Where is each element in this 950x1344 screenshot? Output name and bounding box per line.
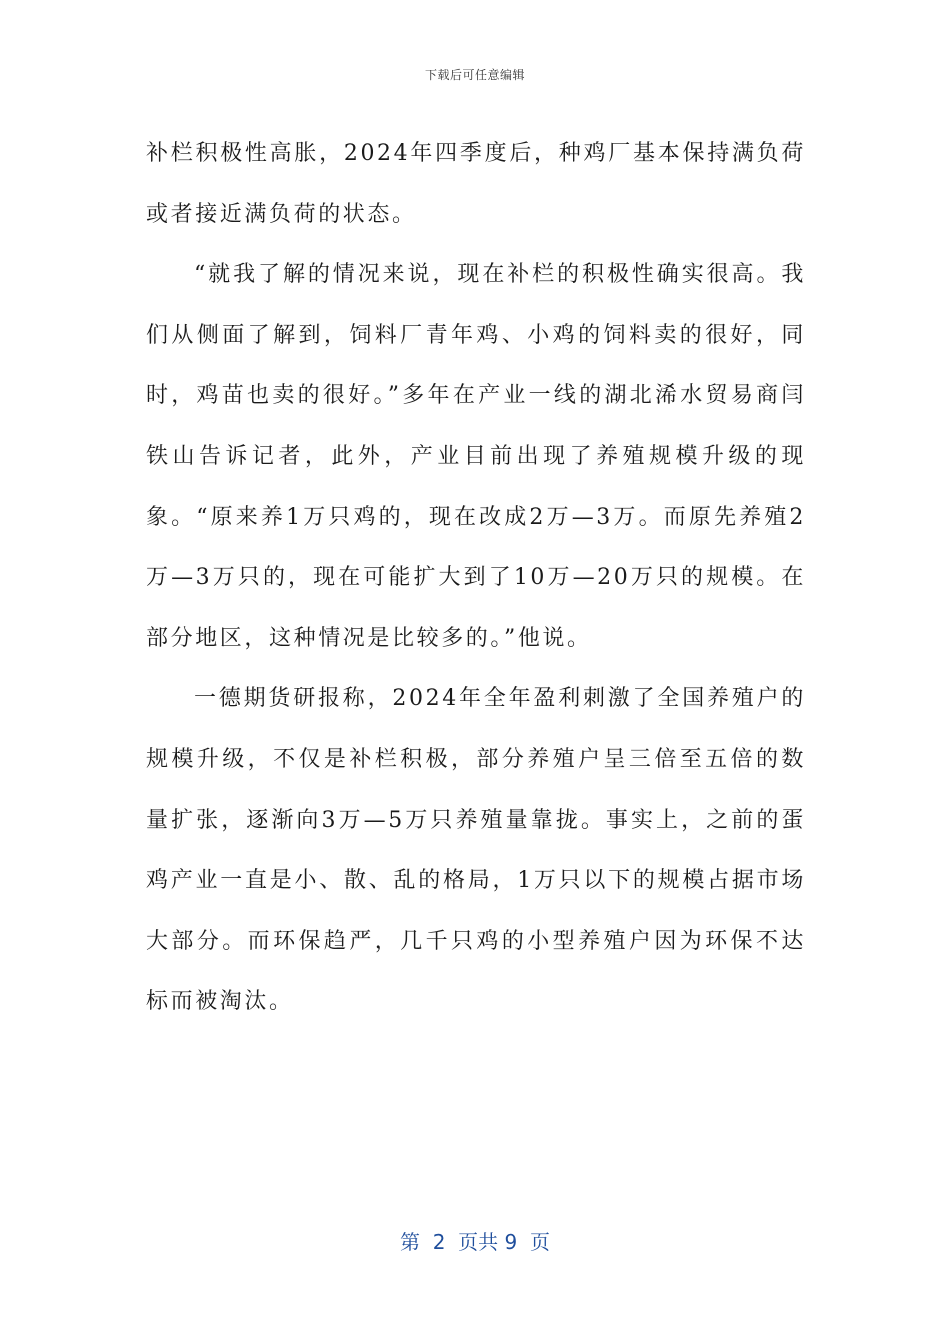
paragraph-1: 补栏积极性高胀，2024年四季度后，种鸡厂基本保持满负荷或者接近满负荷的状态。 [146,141,806,227]
page-number: 第 2 页共 9 页 [400,1230,550,1254]
paragraph-2: “就我了解的情况来说，现在补栏的积极性确实很高。我们从侧面了解到，饲料厂青年鸡、小鸡的饲料卖的很好，同时，鸡苗也卖的很好。”多年在产业一线的湖北浠水贸易商闫铁山告诉记者，此外，产业目前出现了养殖规模升级的现象。“原来养1万只鸡的，现在改成2万—3万。而原先养殖2万—3万只的，现在可能扩大到了10万—20万只的规模。在部分地区，这种情况是比较多的。”他说。 [146,262,806,651]
header-note: 下载后可任意编辑 [424,68,525,82]
paragraph-3: 一德期货研报称，2024年全年盈利刺激了全国养殖户的规模升级，不仅是补栏积极，部分养殖户呈三倍至五倍的数量扩张，逐渐向3万—5万只养殖量靠拢。事实上，之前的蛋鸡产业一直是小、散、乱的格局，1万只以下的规模占据市场大部分。而环保趋严，几千只鸡的小型养殖户因为环保不达标而被淘汰。 [146,686,806,1015]
document-body [146,124,806,1033]
